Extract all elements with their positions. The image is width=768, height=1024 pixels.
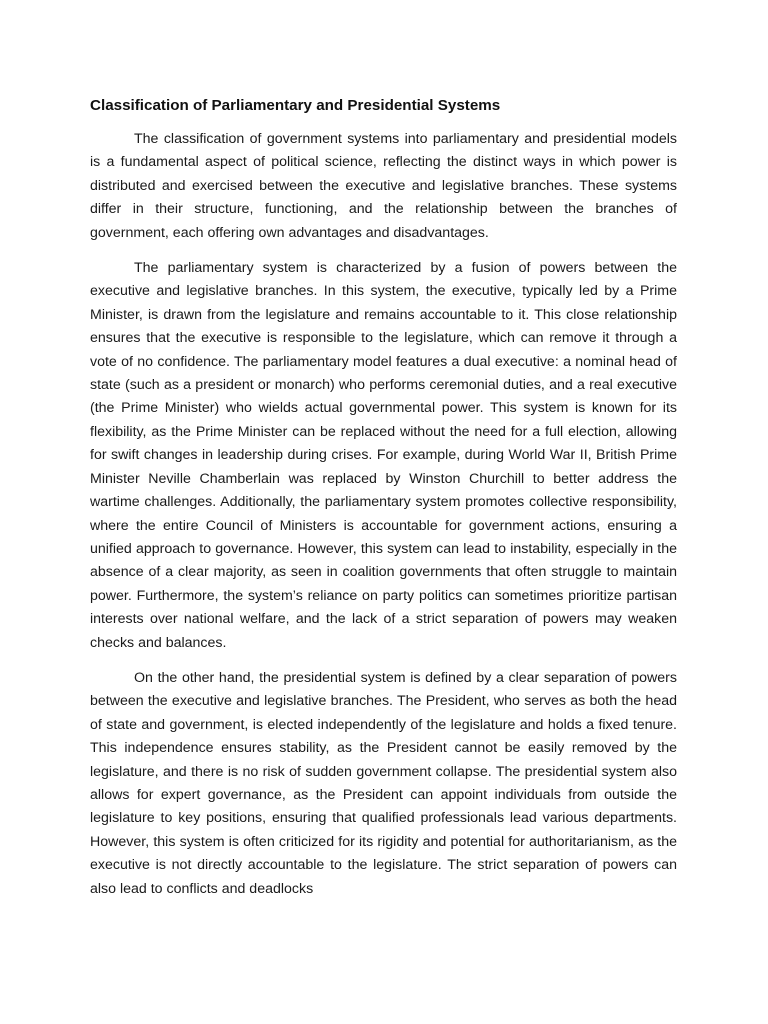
paragraph-presidential-system: On the other hand, the presidential system is defined by a clear separation of powers between the executive and legislative branches. The President, who serves as both the head of state and government, is elected independently of the legislature and holds a fixed tenure. This independence ensures stability, as the President cannot be easily removed by the legislature, and there is no risk of sudden government collapse. The presidential system also allows for expert governance, as the President can appoint individuals from outside the legislature to key positions, ensuring that qualified professionals lead various departments. However, this system is often criticized for its rigidity and potential for authoritarianism, as the executive is not directly accountable to the legislature. The strict separation of powers can also lead to conflicts and deadlocks [90,669,677,897]
document-title: Classification of Parliamentary and Presidential Systems [90,97,501,114]
document-body [90,94,677,913]
paragraph-introduction: The classification of government systems into parliamentary and presidential models is a fundamental aspect of political science, reflecting the distinct ways in which power is distributed and exercised between the executive and legislative branches. These systems differ in their structure, functioning, and the relationship between the branches of government, each offering own advantages and disadvantages. [90,131,677,241]
paragraph-parliamentary-system: The parliamentary system is characterized by a fusion of powers between the executive and legislative branches. In this system, the executive, typically led by a Prime Minister, is drawn from the legislature and remains accountable to it. This close relationship ensures that the executive is responsible to the legislature, which can remove it through a vote of no confidence. The parliamentary model features a dual executive: a nominal head of state (such as a president or monarch) who performs ceremonial duties, and a real executive (the Prime Minister) who wields actual governmental power. This system is known for its flexibility, as the Prime Minister can be replaced without the need for a full election, allowing for swift changes in leadership during crises. For example, during World War II, British Prime Minister Neville Chamberlain was replaced by Winston Churchill to better address the wartime challenges. Additionally, the parliamentary system promotes collective responsibility, where the entire Council of Ministers is accountable for government actions, ensuring a unified approach to governance. However, this system can lead to instability, especially in the absence of a clear majority, as seen in coalition governments that often struggle to maintain power. Furthermore, the system’s reliance on party politics can sometimes prioritize partisan interests over national welfare, and the lack of a strict separation of powers may weaken checks and balances. [90,260,677,651]
